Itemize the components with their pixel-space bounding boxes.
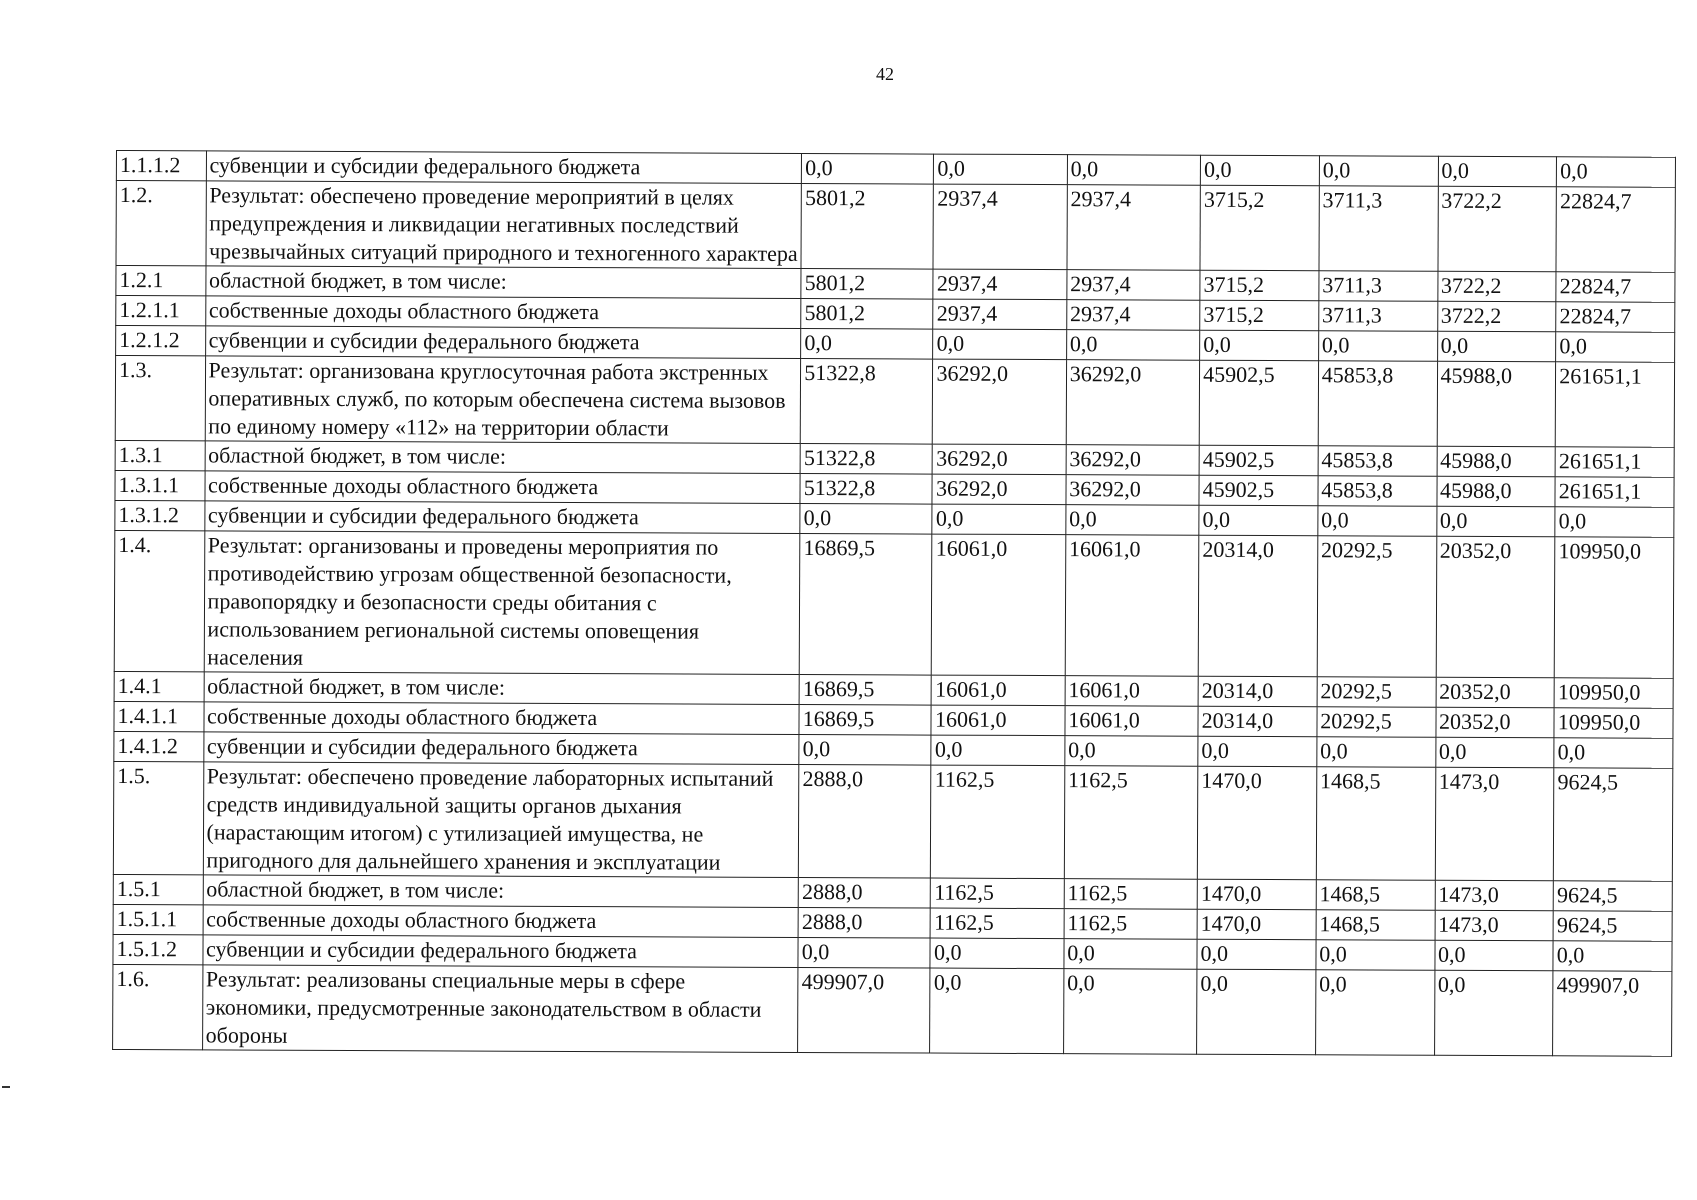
value-cell: 36292,0 xyxy=(1066,360,1200,446)
value-cell: 3715,2 xyxy=(1200,270,1319,301)
value-cell: 45988,0 xyxy=(1436,476,1555,507)
value-cell: 51322,8 xyxy=(800,473,932,504)
value-cell: 36292,0 xyxy=(933,359,1067,445)
value-cell: 0,0 xyxy=(1557,157,1676,188)
value-cell: 16061,0 xyxy=(1065,676,1198,707)
value-cell: 16869,5 xyxy=(799,533,932,675)
value-cell: 3711,3 xyxy=(1319,301,1438,332)
value-cell: 2888,0 xyxy=(798,877,930,908)
value-cell: 20352,0 xyxy=(1436,677,1555,708)
value-cell: 16061,0 xyxy=(931,705,1064,736)
value-cell: 0,0 xyxy=(1434,940,1553,971)
value-cell: 45853,8 xyxy=(1318,476,1437,507)
table-row xyxy=(114,530,1674,678)
value-cell: 16869,5 xyxy=(799,704,931,735)
value-cell: 16061,0 xyxy=(932,675,1065,706)
value-cell: 0,0 xyxy=(1436,506,1555,537)
value-cell: 0,0 xyxy=(933,329,1066,360)
value-cell: 1468,5 xyxy=(1316,880,1435,911)
value-cell: 2937,4 xyxy=(1067,185,1201,271)
value-cell: 0,0 xyxy=(1197,939,1316,970)
table-row xyxy=(115,356,1674,448)
value-cell: 0,0 xyxy=(1316,940,1435,971)
margin-mark xyxy=(2,1086,10,1088)
row-description: Результат: организованы и проведены мероприятия по противодействию угрозам общественной безопасности, правопорядку и безопасности среды обитания с использованием региональной системы оповещения населения xyxy=(204,531,800,675)
value-cell: 0,0 xyxy=(934,154,1067,185)
value-cell: 1162,5 xyxy=(931,765,1065,879)
row-code: 1.5. xyxy=(113,761,203,874)
value-cell: 2937,4 xyxy=(933,299,1066,330)
value-cell: 0,0 xyxy=(1556,332,1675,363)
value-cell: 45902,5 xyxy=(1199,445,1318,476)
value-cell: 0,0 xyxy=(1315,970,1434,1056)
value-cell: 0,0 xyxy=(1437,331,1556,362)
value-cell: 36292,0 xyxy=(933,444,1066,475)
row-description: собственные доходы областного бюджета xyxy=(204,702,800,735)
value-cell: 45902,5 xyxy=(1199,360,1318,446)
row-code: 1.3.1.1 xyxy=(115,470,205,500)
value-cell: 109950,0 xyxy=(1554,678,1673,709)
value-cell: 20314,0 xyxy=(1198,535,1317,677)
value-cell: 0,0 xyxy=(1197,969,1316,1055)
table-body xyxy=(113,151,1676,1057)
value-cell: 261651,1 xyxy=(1555,447,1674,478)
value-cell: 0,0 xyxy=(1553,941,1672,972)
value-cell: 0,0 xyxy=(1554,738,1673,769)
row-code: 1.6. xyxy=(113,964,203,1049)
value-cell: 0,0 xyxy=(1066,505,1199,536)
value-cell: 0,0 xyxy=(799,734,931,765)
row-code: 1.2. xyxy=(116,181,206,266)
value-cell: 9624,5 xyxy=(1554,768,1673,882)
row-code: 1.5.1 xyxy=(113,874,203,904)
row-description: областной бюджет, в том числе: xyxy=(204,672,800,705)
value-cell: 36292,0 xyxy=(932,474,1065,505)
row-description: Результат: реализованы специальные меры в сфере экономики, предусмотренные законодательством в области обороны xyxy=(202,965,798,1053)
value-cell: 1470,0 xyxy=(1197,879,1316,910)
value-cell: 22824,7 xyxy=(1556,302,1675,333)
value-cell: 1470,0 xyxy=(1197,766,1316,880)
table-row xyxy=(113,964,1672,1056)
value-cell: 51322,8 xyxy=(800,358,933,444)
value-cell: 3711,3 xyxy=(1319,186,1438,272)
value-cell: 20292,5 xyxy=(1317,707,1436,738)
row-code: 1.2.1.1 xyxy=(116,296,206,326)
row-description: собственные доходы областного бюджета xyxy=(205,296,801,329)
value-cell: 5801,2 xyxy=(801,183,934,269)
value-cell: 20292,5 xyxy=(1317,536,1436,678)
row-description: областной бюджет, в том числе: xyxy=(205,266,801,299)
value-cell: 0,0 xyxy=(930,938,1063,969)
value-cell: 16061,0 xyxy=(1065,535,1199,677)
budget-table xyxy=(112,150,1676,1057)
value-cell: 1473,0 xyxy=(1435,910,1554,941)
value-cell: 261651,1 xyxy=(1555,477,1674,508)
value-cell: 45902,5 xyxy=(1199,475,1318,506)
value-cell: 2888,0 xyxy=(798,907,930,938)
value-cell: 20352,0 xyxy=(1436,536,1555,678)
row-description: субвенции и субсидии федерального бюджета xyxy=(204,501,800,534)
row-code: 1.1.1.2 xyxy=(116,151,206,181)
value-cell: 0,0 xyxy=(1066,330,1199,361)
value-cell: 51322,8 xyxy=(800,443,932,474)
row-code: 1.2.1.2 xyxy=(116,326,206,356)
row-code: 1.5.1.1 xyxy=(113,904,203,934)
value-cell: 22824,7 xyxy=(1556,272,1675,303)
value-cell: 0,0 xyxy=(1317,737,1436,768)
value-cell: 2937,4 xyxy=(1067,300,1200,331)
row-description: субвенции и субсидии федерального бюджета xyxy=(203,732,799,765)
value-cell: 5801,2 xyxy=(801,268,933,299)
value-cell: 9624,5 xyxy=(1553,881,1672,912)
value-cell: 45988,0 xyxy=(1437,361,1556,447)
value-cell: 45853,8 xyxy=(1318,361,1437,447)
value-cell: 499907,0 xyxy=(798,967,931,1053)
value-cell: 0,0 xyxy=(1065,736,1198,767)
value-cell: 0,0 xyxy=(798,937,930,968)
row-code: 1.3.1 xyxy=(115,440,205,470)
value-cell: 5801,2 xyxy=(801,298,933,329)
row-description: субвенции и субсидии федерального бюджета xyxy=(202,935,798,968)
value-cell: 0,0 xyxy=(1067,155,1200,186)
value-cell: 22824,7 xyxy=(1556,187,1675,273)
table-row xyxy=(113,761,1672,881)
value-cell: 9624,5 xyxy=(1553,911,1672,942)
value-cell: 0,0 xyxy=(1200,155,1319,186)
value-cell: 20314,0 xyxy=(1198,706,1317,737)
value-cell: 0,0 xyxy=(1435,737,1554,768)
row-code: 1.4. xyxy=(114,530,204,671)
value-cell: 0,0 xyxy=(1318,331,1437,362)
value-cell: 109950,0 xyxy=(1554,537,1673,679)
value-cell: 3722,2 xyxy=(1437,271,1556,302)
value-cell: 3711,3 xyxy=(1319,271,1438,302)
value-cell: 20292,5 xyxy=(1317,677,1436,708)
value-cell: 0,0 xyxy=(1438,156,1557,187)
value-cell: 16869,5 xyxy=(799,674,931,705)
value-cell: 0,0 xyxy=(932,504,1065,535)
value-cell: 1162,5 xyxy=(931,878,1064,909)
row-code: 1.2.1 xyxy=(116,266,206,296)
row-description: собственные доходы областного бюджета xyxy=(205,471,801,504)
value-cell: 0,0 xyxy=(1555,507,1674,538)
value-cell: 0,0 xyxy=(931,735,1064,766)
value-cell: 0,0 xyxy=(1319,156,1438,187)
value-cell: 3715,2 xyxy=(1200,300,1319,331)
value-cell: 1162,5 xyxy=(931,908,1064,939)
value-cell: 3715,2 xyxy=(1200,185,1319,271)
value-cell: 0,0 xyxy=(802,153,934,184)
value-cell: 0,0 xyxy=(1318,506,1437,537)
row-description: Результат: обеспечено проведение лабораторных испытаний средств индивидуальной защиты органов дыхания (нарастающим итогом) с утилизацией имущества, не пригодного для дальнейшего хранения и эксплуатации xyxy=(203,762,799,878)
row-description: собственные доходы областного бюджета xyxy=(203,905,799,938)
table-row xyxy=(116,181,1675,273)
value-cell: 20352,0 xyxy=(1435,707,1554,738)
row-code: 1.4.1.1 xyxy=(114,701,204,731)
page-number: 42 xyxy=(876,64,894,84)
value-cell: 16061,0 xyxy=(1065,706,1198,737)
row-code: 1.4.1.2 xyxy=(114,731,204,761)
value-cell: 16061,0 xyxy=(932,534,1066,676)
value-cell: 2937,4 xyxy=(1067,270,1200,301)
value-cell: 499907,0 xyxy=(1553,971,1672,1057)
value-cell: 261651,1 xyxy=(1555,362,1674,448)
value-cell: 0,0 xyxy=(1064,939,1197,970)
row-code: 1.3. xyxy=(115,356,205,441)
value-cell: 0,0 xyxy=(1199,505,1318,536)
value-cell: 2937,4 xyxy=(933,184,1067,270)
value-cell: 45853,8 xyxy=(1318,446,1437,477)
row-code: 1.4.1 xyxy=(114,671,204,701)
row-description: Результат: организована круглосуточная работа экстренных оперативных служб, по которым обеспечена система вызовов по единому номеру «112» на территории области xyxy=(205,356,801,444)
value-cell: 3722,2 xyxy=(1437,301,1556,332)
value-cell: 1468,5 xyxy=(1316,910,1435,941)
value-cell: 0,0 xyxy=(1200,330,1319,361)
value-cell: 0,0 xyxy=(800,503,932,534)
value-cell: 36292,0 xyxy=(1066,445,1199,476)
value-cell: 109950,0 xyxy=(1554,708,1673,739)
value-cell: 1473,0 xyxy=(1435,880,1554,911)
row-code: 1.3.1.2 xyxy=(115,500,205,530)
value-cell: 0,0 xyxy=(1063,969,1197,1055)
value-cell: 1468,5 xyxy=(1316,767,1435,881)
row-description: субвенции и субсидии федерального бюджета xyxy=(206,151,802,184)
value-cell: 0,0 xyxy=(1434,970,1553,1056)
value-cell: 36292,0 xyxy=(1066,475,1199,506)
row-description: субвенции и субсидии федерального бюджета xyxy=(205,326,801,359)
value-cell: 1162,5 xyxy=(1064,766,1198,880)
value-cell: 1470,0 xyxy=(1197,909,1316,940)
value-cell: 1473,0 xyxy=(1435,767,1554,881)
row-code: 1.5.1.2 xyxy=(113,934,203,964)
row-description: Результат: обеспечено проведение мероприятий в целях предупреждения и ликвидации негативных последствий чрезвычайных ситуаций природного и техногенного характера xyxy=(206,181,802,269)
value-cell: 1162,5 xyxy=(1064,909,1197,940)
value-cell: 20314,0 xyxy=(1198,676,1317,707)
value-cell: 45988,0 xyxy=(1437,446,1556,477)
value-cell: 2937,4 xyxy=(933,269,1066,300)
value-cell: 0,0 xyxy=(930,968,1064,1054)
value-cell: 1162,5 xyxy=(1064,879,1197,910)
value-cell: 0,0 xyxy=(801,328,933,359)
value-cell: 3722,2 xyxy=(1437,186,1556,272)
row-description: областной бюджет, в том числе: xyxy=(203,875,799,908)
row-description: областной бюджет, в том числе: xyxy=(205,441,801,474)
value-cell: 0,0 xyxy=(1198,736,1317,767)
value-cell: 2888,0 xyxy=(799,764,932,878)
